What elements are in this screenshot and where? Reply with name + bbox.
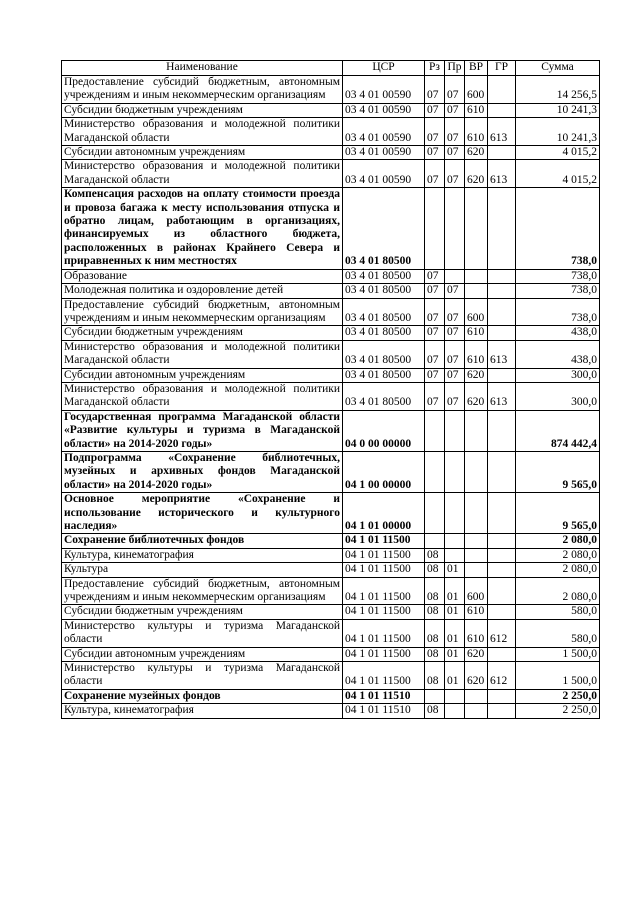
row-sum: 1 500,0: [516, 647, 600, 661]
row-vr: 620: [465, 382, 488, 410]
row-name: Субсидии автономным учреждениям: [62, 647, 343, 661]
row-pr: 01: [445, 647, 465, 661]
row-pr: 01: [445, 563, 465, 577]
row-name: Предоставление субсидий бюджетным, автономным учреждениям и иным некоммерческим организациям: [62, 577, 343, 605]
row-name: Министерство образования и молодежной политики Магаданской области: [62, 382, 343, 410]
table-row: [62, 284, 600, 298]
row-vr: [465, 410, 488, 451]
row-pr: 07: [445, 284, 465, 298]
row-sum: 4 015,2: [516, 160, 600, 188]
table-row: [62, 577, 600, 605]
row-pr: 01: [445, 619, 465, 647]
row-pr: 07: [445, 340, 465, 368]
row-csr: 03 4 01 00590: [343, 160, 425, 188]
row-name: Культура, кинематография: [62, 548, 343, 562]
row-pr: 07: [445, 298, 465, 326]
row-csr: 04 1 01 00000: [343, 493, 425, 534]
row-vr: 610: [465, 326, 488, 340]
row-gr: [488, 76, 516, 104]
table-row: [62, 451, 600, 492]
row-gr: [488, 284, 516, 298]
table-row: [62, 563, 600, 577]
table-row: [62, 76, 600, 104]
row-csr: 04 1 01 11500: [343, 605, 425, 619]
row-pr: [445, 548, 465, 562]
row-rz: 08: [425, 577, 445, 605]
row-gr: 613: [488, 118, 516, 146]
row-name: Культура: [62, 563, 343, 577]
row-csr: 03 4 01 00590: [343, 146, 425, 160]
row-vr: 620: [465, 662, 488, 690]
row-sum: 2 080,0: [516, 548, 600, 562]
header-sum: Сумма: [516, 61, 600, 76]
row-csr: 04 1 01 11500: [343, 548, 425, 562]
row-name: Предоставление субсидий бюджетным, автономным учреждениям и иным некоммерческим организациям: [62, 76, 343, 104]
row-rz: 07: [425, 76, 445, 104]
table-row: [62, 689, 600, 703]
table-row: [62, 298, 600, 326]
row-vr: [465, 534, 488, 548]
row-gr: [488, 298, 516, 326]
row-vr: [465, 284, 488, 298]
table-header-row: [62, 61, 600, 76]
table-row: [62, 146, 600, 160]
row-pr: [445, 704, 465, 718]
table-row: [62, 269, 600, 283]
row-rz: 07: [425, 298, 445, 326]
row-csr: 04 0 00 00000: [343, 410, 425, 451]
row-gr: 613: [488, 382, 516, 410]
row-pr: 07: [445, 146, 465, 160]
row-sum: 738,0: [516, 269, 600, 283]
row-pr: 01: [445, 605, 465, 619]
row-name: Подпрограмма «Сохранение библиотечных, музейных и архивных фондов Магаданской области» на 2014-2020 годы»: [62, 451, 343, 492]
header-pr: Пр: [445, 61, 465, 76]
row-sum: 300,0: [516, 382, 600, 410]
table-row: [62, 493, 600, 534]
row-vr: 610: [465, 619, 488, 647]
row-rz: 07: [425, 340, 445, 368]
row-name: Субсидии бюджетным учреждениям: [62, 103, 343, 117]
row-sum: 9 565,0: [516, 493, 600, 534]
row-name: Сохранение библиотечных фондов: [62, 534, 343, 548]
row-vr: 620: [465, 146, 488, 160]
row-pr: [445, 188, 465, 269]
row-csr: 03 4 01 80500: [343, 340, 425, 368]
row-sum: 9 565,0: [516, 451, 600, 492]
row-vr: [465, 188, 488, 269]
row-vr: 600: [465, 577, 488, 605]
row-pr: [445, 493, 465, 534]
row-pr: 07: [445, 76, 465, 104]
row-sum: 2 080,0: [516, 534, 600, 548]
row-gr: [488, 146, 516, 160]
table-row: [62, 160, 600, 188]
row-vr: [465, 493, 488, 534]
row-rz: 08: [425, 563, 445, 577]
table-row: [62, 647, 600, 661]
row-vr: 610: [465, 103, 488, 117]
row-rz: [425, 410, 445, 451]
row-vr: 600: [465, 298, 488, 326]
row-vr: 610: [465, 605, 488, 619]
row-gr: [488, 188, 516, 269]
row-rz: 07: [425, 382, 445, 410]
row-csr: 03 4 01 80500: [343, 188, 425, 269]
row-name: Субсидии бюджетным учреждениям: [62, 326, 343, 340]
row-name: Сохранение музейных фондов: [62, 689, 343, 703]
row-csr: 04 1 01 11500: [343, 577, 425, 605]
row-name: Образование: [62, 269, 343, 283]
row-rz: 07: [425, 118, 445, 146]
row-gr: [488, 605, 516, 619]
row-pr: 01: [445, 662, 465, 690]
row-csr: 04 1 01 11500: [343, 619, 425, 647]
row-sum: 300,0: [516, 368, 600, 382]
row-rz: [425, 534, 445, 548]
table-row: [62, 534, 600, 548]
row-vr: [465, 563, 488, 577]
row-rz: 08: [425, 704, 445, 718]
row-pr: 01: [445, 577, 465, 605]
row-pr: [445, 689, 465, 703]
row-csr: 04 1 01 11510: [343, 704, 425, 718]
row-pr: 07: [445, 326, 465, 340]
row-vr: 610: [465, 340, 488, 368]
row-csr: 04 1 01 11500: [343, 534, 425, 548]
table-row: [62, 410, 600, 451]
row-rz: 07: [425, 326, 445, 340]
row-sum: 738,0: [516, 284, 600, 298]
header-csr: ЦСР: [343, 61, 425, 76]
row-sum: 2 080,0: [516, 563, 600, 577]
row-gr: [488, 563, 516, 577]
row-gr: [488, 548, 516, 562]
row-gr: 612: [488, 619, 516, 647]
table-row: [62, 118, 600, 146]
row-sum: 738,0: [516, 298, 600, 326]
row-gr: [488, 534, 516, 548]
row-csr: 03 4 01 00590: [343, 118, 425, 146]
row-pr: [445, 269, 465, 283]
row-gr: [488, 368, 516, 382]
row-name: Молодежная политика и оздоровление детей: [62, 284, 343, 298]
row-rz: 08: [425, 605, 445, 619]
table-row: [62, 548, 600, 562]
row-name: Министерство образования и молодежной политики Магаданской области: [62, 160, 343, 188]
row-gr: [488, 326, 516, 340]
row-gr: 612: [488, 662, 516, 690]
row-gr: [488, 689, 516, 703]
row-gr: [488, 451, 516, 492]
row-name: Министерство культуры и туризма Магаданской области: [62, 662, 343, 690]
table-row: [62, 382, 600, 410]
row-vr: [465, 451, 488, 492]
table-row: [62, 340, 600, 368]
row-pr: 07: [445, 368, 465, 382]
row-sum: 438,0: [516, 340, 600, 368]
row-csr: 03 4 01 00590: [343, 76, 425, 104]
table-row: [62, 103, 600, 117]
header-gr: ГР: [488, 61, 516, 76]
row-rz: 08: [425, 619, 445, 647]
row-pr: 07: [445, 103, 465, 117]
row-pr: [445, 410, 465, 451]
row-sum: 874 442,4: [516, 410, 600, 451]
row-name: Предоставление субсидий бюджетным, автономным учреждениям и иным некоммерческим организациям: [62, 298, 343, 326]
row-sum: 10 241,3: [516, 103, 600, 117]
row-rz: 08: [425, 548, 445, 562]
row-gr: [488, 103, 516, 117]
row-csr: 03 4 01 80500: [343, 298, 425, 326]
row-sum: 438,0: [516, 326, 600, 340]
row-name: Субсидии бюджетным учреждениям: [62, 605, 343, 619]
row-rz: [425, 451, 445, 492]
row-sum: 580,0: [516, 605, 600, 619]
row-pr: [445, 534, 465, 548]
row-sum: 2 250,0: [516, 704, 600, 718]
row-name: Субсидии автономным учреждениям: [62, 146, 343, 160]
row-name: Компенсация расходов на оплату стоимости проезда и провоза багажа к месту использования отпуска и обратно лицам, работающим в организациях, финансируемых из областного бюджета, расположенных в районах Крайнего Севера и приравненных к ним местностях: [62, 188, 343, 269]
table-row: [62, 188, 600, 269]
row-csr: 04 1 01 11510: [343, 689, 425, 703]
row-vr: 600: [465, 76, 488, 104]
row-csr: 03 4 01 80500: [343, 284, 425, 298]
row-vr: 620: [465, 647, 488, 661]
row-name: Субсидии автономным учреждениям: [62, 368, 343, 382]
row-pr: 07: [445, 160, 465, 188]
row-gr: 613: [488, 340, 516, 368]
row-sum: 10 241,3: [516, 118, 600, 146]
row-pr: [445, 451, 465, 492]
header-rz: Рз: [425, 61, 445, 76]
table-row: [62, 326, 600, 340]
row-gr: [488, 647, 516, 661]
row-sum: 14 256,5: [516, 76, 600, 104]
budget-table: [61, 60, 600, 719]
row-rz: 08: [425, 662, 445, 690]
row-rz: 07: [425, 103, 445, 117]
row-csr: 04 1 01 11500: [343, 647, 425, 661]
row-gr: [488, 269, 516, 283]
row-rz: 07: [425, 368, 445, 382]
row-vr: [465, 689, 488, 703]
row-rz: 07: [425, 269, 445, 283]
row-name: Основное мероприятие «Сохранение и использование исторического и культурного наследия»: [62, 493, 343, 534]
row-sum: 2 250,0: [516, 689, 600, 703]
row-name: Культура, кинематография: [62, 704, 343, 718]
table-row: [62, 368, 600, 382]
row-sum: 2 080,0: [516, 577, 600, 605]
row-sum: 4 015,2: [516, 146, 600, 160]
row-gr: [488, 577, 516, 605]
row-gr: 613: [488, 160, 516, 188]
row-csr: 04 1 00 00000: [343, 451, 425, 492]
row-name: Министерство образования и молодежной политики Магаданской области: [62, 340, 343, 368]
row-csr: 04 1 01 11500: [343, 563, 425, 577]
row-pr: 07: [445, 382, 465, 410]
row-gr: [488, 410, 516, 451]
row-csr: 03 4 01 00590: [343, 103, 425, 117]
row-rz: [425, 689, 445, 703]
row-vr: [465, 548, 488, 562]
row-name: Государственная программа Магаданской области «Развитие культуры и туризма в Магаданской области» на 2014-2020 годы»: [62, 410, 343, 451]
row-pr: 07: [445, 118, 465, 146]
row-csr: 03 4 01 80500: [343, 368, 425, 382]
row-vr: 610: [465, 118, 488, 146]
row-name: Министерство образования и молодежной политики Магаданской области: [62, 118, 343, 146]
row-vr: 620: [465, 160, 488, 188]
row-gr: [488, 493, 516, 534]
row-gr: [488, 704, 516, 718]
row-rz: [425, 188, 445, 269]
header-name: Наименование: [62, 61, 343, 76]
row-csr: 03 4 01 80500: [343, 382, 425, 410]
row-sum: 1 500,0: [516, 662, 600, 690]
table-row: [62, 662, 600, 690]
table-row: [62, 619, 600, 647]
row-vr: 620: [465, 368, 488, 382]
header-vr: ВР: [465, 61, 488, 76]
row-vr: [465, 704, 488, 718]
row-sum: 738,0: [516, 188, 600, 269]
row-rz: 08: [425, 647, 445, 661]
row-rz: [425, 493, 445, 534]
table-row: [62, 605, 600, 619]
row-rz: 07: [425, 160, 445, 188]
row-rz: 07: [425, 146, 445, 160]
table-row: [62, 704, 600, 718]
row-csr: 03 4 01 80500: [343, 269, 425, 283]
row-name: Министерство культуры и туризма Магаданской области: [62, 619, 343, 647]
row-vr: [465, 269, 488, 283]
row-sum: 580,0: [516, 619, 600, 647]
row-rz: 07: [425, 284, 445, 298]
row-csr: 04 1 01 11500: [343, 662, 425, 690]
row-csr: 03 4 01 80500: [343, 326, 425, 340]
